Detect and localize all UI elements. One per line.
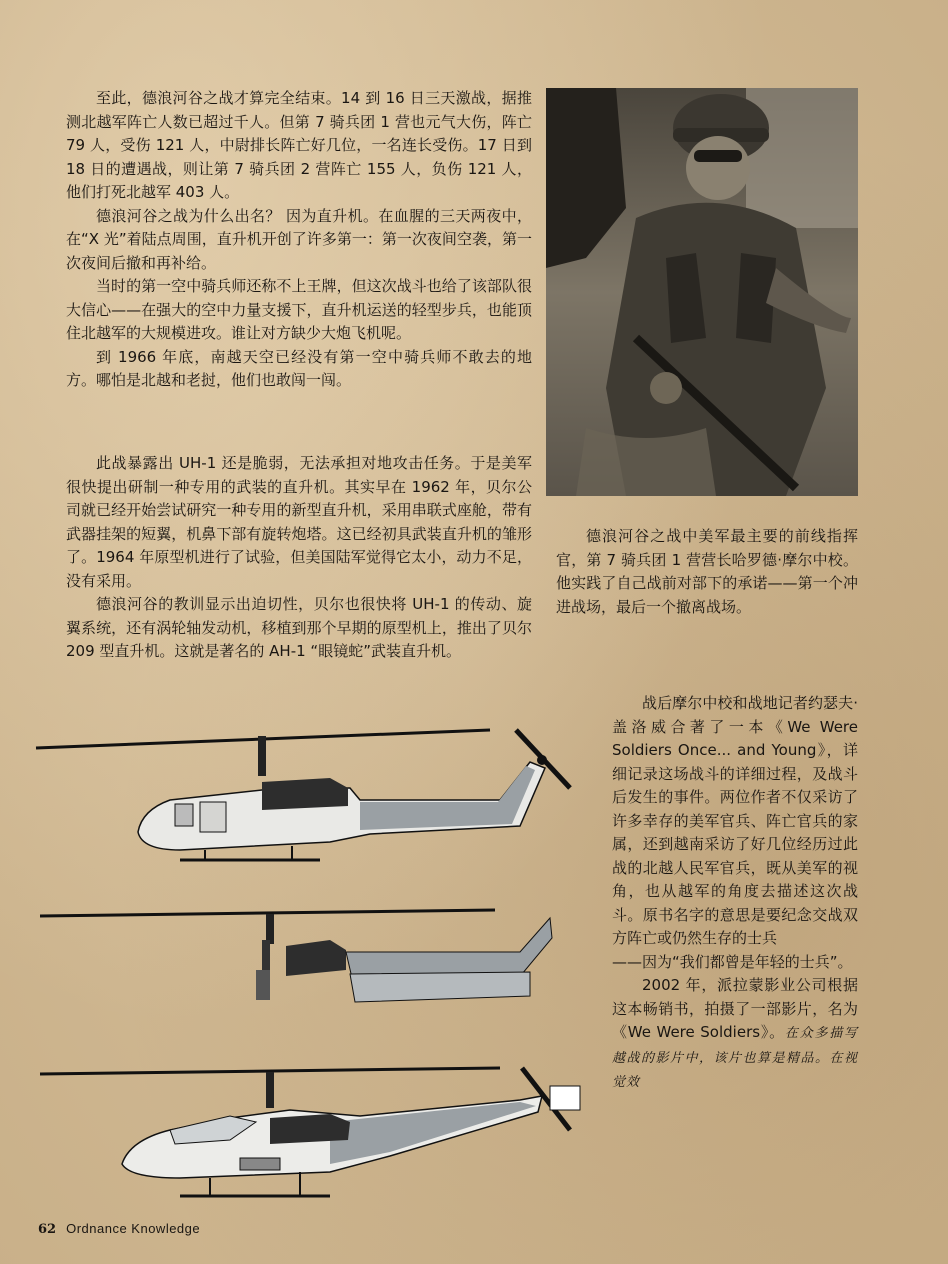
prototype-helicopter-drawing (30, 900, 590, 1020)
paragraph: 当时的第一空中骑兵师还称不上王牌，但这次战斗也给了该部队很大信心——在强大的空中力量支援下，直升机运送的轻型步兵，也能顶住北越军的大规模进攻。谁让对方缺少大炮飞机呢。 (66, 277, 532, 342)
ah1-cobra-helicopter-drawing (30, 1060, 590, 1210)
uh1-helicopter-drawing (30, 722, 590, 872)
page-number: 62 (38, 1222, 57, 1237)
soldier-photo-illustration (546, 88, 858, 496)
article-text-lower (66, 452, 532, 664)
paragraph: 此战暴露出 UH-1 还是脆弱，无法承担对地攻击任务。于是美军很快提出研制一种专用的武装的直升机。其实早在 1962 年，贝尔公司就已经开始尝试研究一种专用的新型直升机，采用串联式座舱，带有武器挂架的短翼，机鼻下部有旋转炮塔。这已经初具武装直升机的雏形了。1964 年原型机进行了试验，但美国陆军觉得它太小，动力不足，没有采用。 (66, 454, 532, 590)
paragraph: ——因为“我们都曾是年轻的士兵”。 (612, 952, 853, 971)
paragraph: 至此，德浪河谷之战才算完全结束。14 到 16 日三天激战，据推测北越军阵亡人数已超过千人。但第 7 骑兵团 1 营也元气大伤，阵亡 79 人，受伤 121 人，中尉排长阵亡好几位，一名连长受伤。17 日到 18 日的遭遇战，则让第 7 骑兵团 2 营阵亡 155 人，负伤 121 人，他们打死北越军 403 人。 (66, 89, 532, 201)
paragraph (612, 974, 858, 1095)
paragraph: 到 1966 年底，南越天空已经没有第一空中骑兵师不敢去的地方。哪怕是北越和老挝，他们也敢闯一闯。 (66, 347, 532, 389)
page-folio (38, 1221, 200, 1237)
paragraph: 德浪河谷的教训显示出迫切性，贝尔也很快将 UH-1 的传动、旋翼系统，还有涡轮轴发动机，移植到那个早期的原型机上，推出了贝尔 209 型直升机。这就是著名的 AH-1 “眼镜蛇”武装直升机。 (66, 595, 532, 660)
paragraph: 德浪河谷之战为什么出名？ 因为直升机。在血腥的三天两夜中，在“X 光”着陆点周围，直升机开创了许多第一：第一次夜间空袭，第一次夜间后撤和再补给。 (66, 206, 532, 272)
paragraph-text: 2002 年，派拉蒙影业公司根据这本畅销书，拍摄了一部影片，名为《We Were Soldiers》。 (612, 976, 858, 1041)
handwritten-text: 在众多描写越战的影片中，该片也算是精品。在视觉效 (612, 1026, 858, 1090)
article-text-upper (66, 87, 532, 393)
soldier-photo (546, 88, 858, 496)
photo-caption (556, 525, 858, 619)
sidebar-text (612, 692, 858, 1095)
magazine-name: Ordnance Knowledge (66, 1221, 201, 1236)
caption-text: 德浪河谷之战中美军最主要的前线指挥官，第 7 骑兵团 1 营营长哈罗德·摩尔中校。他实践了自己战前对部下的承诺——第一个冲进战场，最后一个撤离战场。 (556, 527, 858, 616)
paragraph: 战后摩尔中校和战地记者约瑟夫·盖洛威合著了一本《We Were Soldiers Once... and Young》，详细记录这场战斗的详细过程，及战斗后发生的事件。两位作者不仅采访了许多幸存的美军官兵、阵亡官兵的家属，还到越南采访了好几位经历过此战的北越人民军官兵，既从美军的视角，也从越军的角度去描述这次战斗。原书名字的意思是要纪念交战双方阵亡或仍然生存的士兵 (612, 694, 858, 947)
